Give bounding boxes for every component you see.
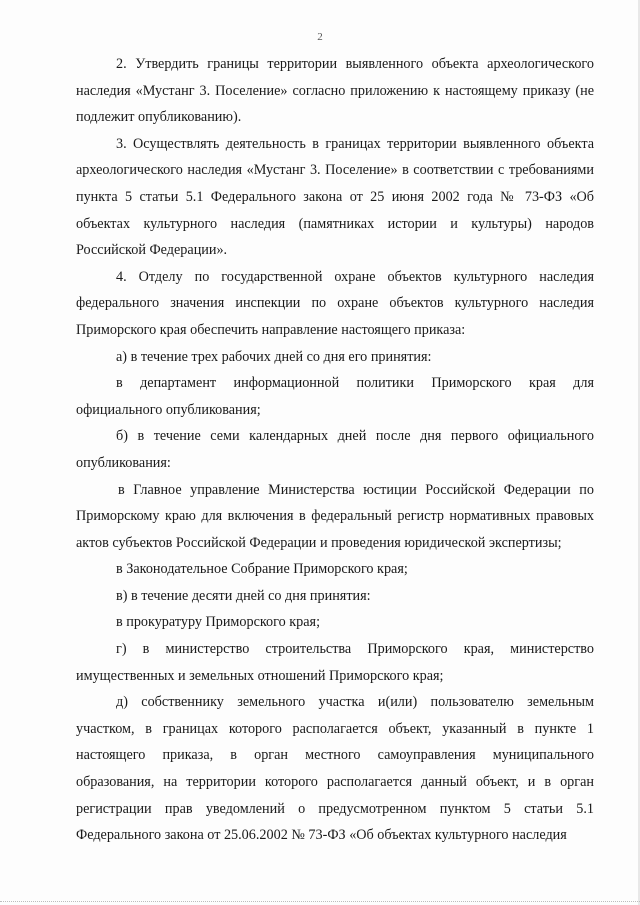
paragraph-2: 2. Утвердить границы территории выявленного объекта археологического наследия «Мустанг 3. Поселение» согласно приложению к настоящему приказу (не подлежит опубликованию).: [76, 56, 594, 126]
paragraph-4b: б) в течение семи календарных дней после дня первого официального опубликования:: [76, 428, 594, 471]
page-number: 2: [317, 31, 323, 43]
paragraph-4b-legislative-assembly: в Законодательное Собрание Приморского края;: [116, 561, 408, 578]
paragraph-4d: д) собственнику земельного участка и(или) пользователю земельным участком, в границах которого располагается объект, указанный в пункте 1 настоящего приказа, в орган местного самоуправления муниципального образования, на территории которого располагается данный объект, и в орган регистрации прав уведомлений о предусмотренном пунктом 5 статьи 5.1 Федерального закона от 25.06.2002 № 73-ФЗ «Об объектах культурного наследия: [76, 694, 594, 844]
paragraph-4a: а) в течение трех рабочих дней со дня его принятия:: [116, 348, 432, 365]
paragraph-3: 3. Осуществлять деятельность в границах территории выявленного объекта археологического наследия «Мустанг 3. Поселение» в соответствии с требованиями пункта 5 статьи 5.1 Федерального закона от 25 июня 2002 года № 73-ФЗ «Об объектах культурного наследия (памятниках истории и культуры) народов Российской Федерации».: [76, 135, 594, 259]
paragraph-4a-info-policy: в департамент информационной политики Приморского края для официального опубликования;: [76, 375, 594, 418]
scan-edge-bottom: [0, 900, 640, 902]
document-body: [76, 51, 594, 849]
paragraph-4: 4. Отделу по государственной охране объектов культурного наследия федерального значения инспекции по охране объектов культурного наследия Приморского края обеспечить направление настоящего приказа:: [76, 268, 594, 338]
paragraph-4g: г) в министерство строительства Приморского края, министерство имущественных и земельных отношений Приморского края;: [76, 641, 594, 684]
paragraph-4b-ministry-justice: в Главное управление Министерства юстиции Российской Федерации по Приморскому краю для включения в федеральный регистр нормативных правовых актов субъектов Российской Федерации и проведения юридической экспертизы;: [76, 481, 594, 551]
paragraph-4v: в) в течение десяти дней со дня принятия:: [116, 587, 371, 604]
paragraph-4v-prosecutor: в прокуратуру Приморского края;: [116, 614, 321, 631]
